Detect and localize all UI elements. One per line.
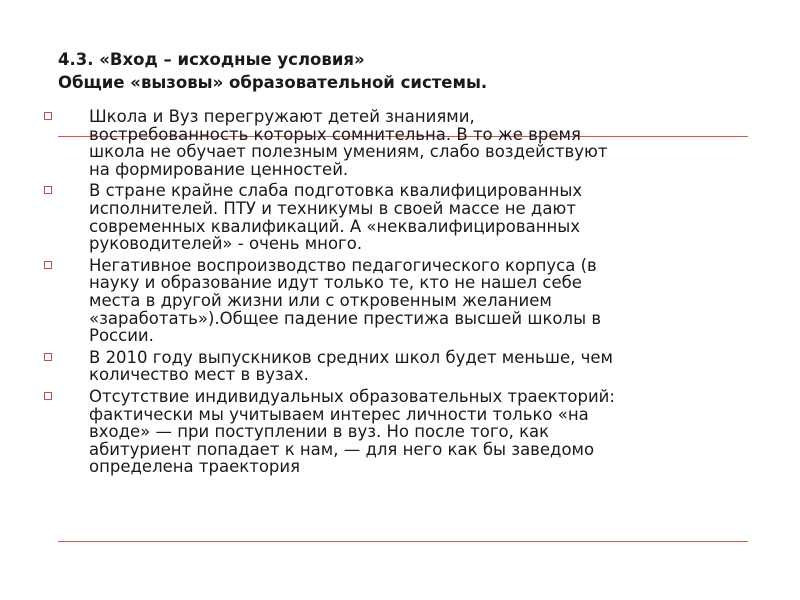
- bullet-line: входе» — при поступлении в вуз. Но после того, как: [89, 422, 550, 442]
- bullet-line: Школа и Вуз перегружают детей знаниями,: [89, 107, 475, 126]
- bullet-list: [44, 108, 764, 480]
- square-bullet-icon: [44, 353, 52, 361]
- bullet-line: места в другой жизни или с откровенным желанием: [89, 290, 552, 310]
- bullet-line: современных квалификаций. А «неквалифицированных: [89, 216, 581, 236]
- square-bullet-icon: [44, 112, 52, 120]
- square-bullet-icon: [44, 392, 52, 400]
- bullet-line: России.: [89, 326, 154, 346]
- list-item: [44, 108, 764, 178]
- bullet-line: В 2010 году выпускников средних школ будет меньше, чем: [89, 347, 613, 367]
- bullet-line: Отсутствие индивидуальных образовательных траекторий:: [89, 386, 615, 406]
- list-item: [44, 349, 764, 384]
- bullet-line: науку и образование идут только те, кто не нашел себе: [89, 273, 582, 293]
- bullet-line: количество мест в вузах.: [89, 365, 309, 385]
- title-line-2: Общие «вызовы» образовательной системы.: [58, 73, 488, 92]
- bullet-line: определена траектория: [89, 457, 301, 477]
- bullet-line: руководителей» - очень много.: [89, 234, 363, 254]
- list-item: [44, 388, 764, 476]
- list-item: [44, 182, 764, 252]
- square-bullet-icon: [44, 186, 52, 194]
- bullet-line: на формирование ценностей.: [89, 159, 349, 179]
- bullet-line: «заработать»).Общее падение престижа высшей школы в: [89, 308, 602, 328]
- bullet-line: Негативное воспроизводство педагогического корпуса (в: [89, 255, 597, 275]
- bullet-line: исполнителей. ПТУ и техникумы в своей массе не дают: [89, 198, 576, 218]
- title-line-1: 4.3. «Вход – исходные условия»: [58, 50, 365, 69]
- bullet-line: абитуриент попадает к нам, — для него как бы заведомо: [89, 439, 595, 459]
- list-item: [44, 257, 764, 345]
- bottom-divider: [58, 541, 748, 542]
- slide-title: [58, 48, 758, 94]
- bullet-line: фактически мы учитываем интерес личности только «на: [89, 404, 589, 424]
- bullet-line: В стране крайне слаба подготовка квалифицированных: [89, 181, 583, 201]
- square-bullet-icon: [44, 261, 52, 269]
- bullet-line: школа не обучает полезным умениям, слабо воздействуют: [89, 142, 608, 162]
- bullet-line: востребованность которых сомнительна. В то же время: [89, 124, 581, 144]
